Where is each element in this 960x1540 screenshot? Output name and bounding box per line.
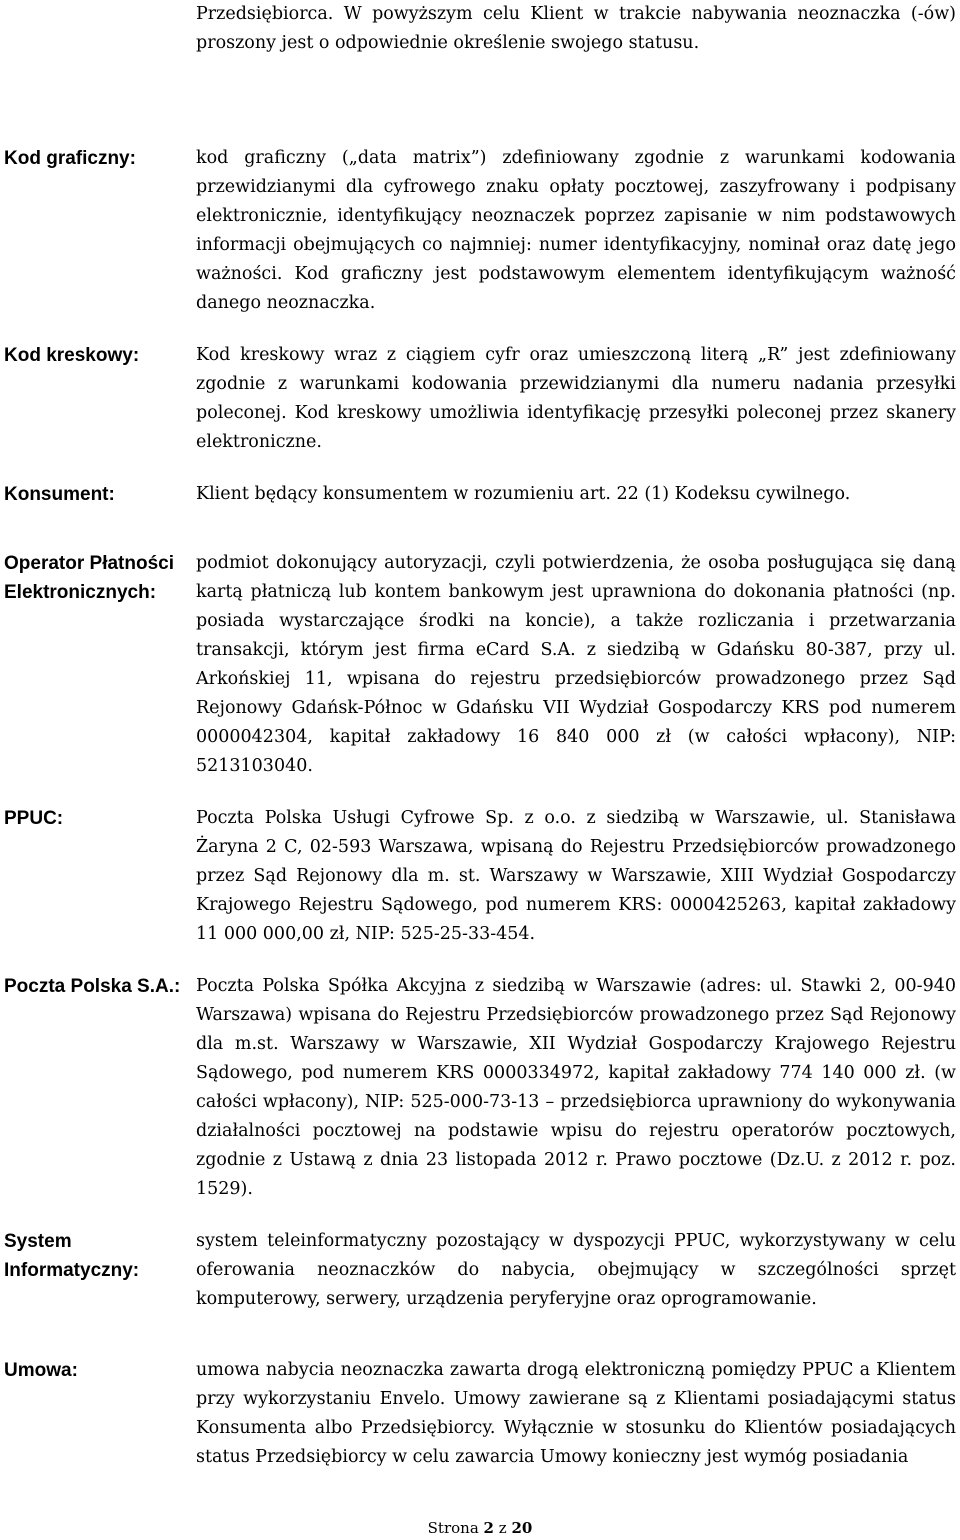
definition-system-informatyczny: system teleinformatyczny pozostający w dyspozycji PPUC, wykorzystywany w celu oferowania neoznaczków do nabycia, obejmujący w szczególności sprzęt komputerowy, serwery, urządzenia peryferyjne oraz oprogramowanie.: [196, 1231, 956, 1309]
term-kod-kreskowy: Kod kreskowy:: [4, 345, 140, 366]
page-footer: [0, 1518, 960, 1538]
page-total-number: 20: [511, 1519, 533, 1537]
term-kod-graficzny: Kod graficzny:: [4, 148, 136, 169]
definition-poczta-polska: Poczta Polska Spółka Akcyjna z siedzibą w Warszawie (adres: ul. Stawki 2, 00-940 Warszawa) wpisana do Rejestru Przedsiębiorców prowadzonego przez Sąd Rejonowy dla m.st. Warszawy w Warszawie, XII Wydział Gospodarczy Krajowego Rejestru Sądowego, pod numerem KRS 0000334972, kapitał zakładowy 774 140 000 zł. (w całości wpłacony), NIP: 525-000-73-13 – przedsiębiorca uprawniony do wykonywania działalności pocztowej na podstawie wpisu do rejestru operatorów pocztowych, zgodnie z Ustawą z dnia 23 listopada 2012 r. Prawo pocztowe (Dz.U. z 2012 r. poz. 1529).: [196, 976, 956, 1199]
term-umowa: Umowa:: [4, 1360, 78, 1381]
term-konsument: Konsument:: [4, 484, 115, 505]
definition-kod-kreskowy: Kod kreskowy wraz z ciągiem cyfr oraz umieszczoną literą „R” jest zdefiniowany zgodnie z warunkami kodowania przewidzianymi dla numeru nadania przesyłki poleconej. Kod kreskowy umożliwia identyfikację przesyłki poleconej przez skanery elektroniczne.: [196, 345, 956, 452]
definition-operator-platnosci: podmiot dokonujący autoryzacji, czyli potwierdzenia, że osoba posługująca się daną kartą płatniczą lub kontem bankowym jest uprawniona do dokonania płatności (np. posiada wystarczające środki na koncie), a także rozliczania i przetwarzania transakcji, którym jest firma eCard S.A. z siedzibą w Gdańsku 80-387, przy ul. Arkońskiej 11, wpisana do rejestru przedsiębiorców prowadzonego przez Sąd Rejonowy Gdańsk-Północ w Gdańsku VII Wydział Gospodarczy KRS pod numerem 0000042304, kapitał zakładowy 16 840 000 zł (w całości wpłacony), NIP: 5213103040.: [196, 553, 956, 776]
page-current-number: 2: [483, 1519, 494, 1537]
intro-paragraph: Przedsiębiorca. W powyższym celu Klient w trakcie nabywania neoznaczka (-ów) proszony jest o odpowiednie określenie swojego statusu.: [196, 4, 956, 53]
term-operator-platnosci: Operator Płatności Elektronicznych:: [4, 553, 174, 603]
term-poczta-polska: Poczta Polska S.A.:: [4, 976, 181, 997]
definition-ppuc: Poczta Polska Usługi Cyfrowe Sp. z o.o. z siedzibą w Warszawie, ul. Stanisława Żaryna 2 C, 02-593 Warszawa, wpisaną do Rejestru Przedsiębiorców prowadzonego przez Sąd Rejonowy dla m. st. Warszawy w Warszawie, XIII Wydział Gospodarczy Krajowego Rejestru Sądowego, pod numerem KRS: 0000425263, kapitał zakładowy 11 000 000,00 zł, NIP: 525-25-33-454.: [196, 808, 956, 944]
definition-kod-graficzny: kod graficzny („data matrix”) zdefiniowany zgodnie z warunkami kodowania przewidzianymi dla cyfrowego znaku opłaty pocztowej, zaszyfrowany i podpisany elektronicznie, identyfikujący neoznaczek poprzez zapisanie w nim podstawowych informacji obejmujących co najmniej: numer identyfikacyjny, nominał oraz datę jego ważności. Kod graficzny jest podstawowym elementem identyfikującym ważność danego neoznaczka.: [196, 148, 956, 313]
page-label: Strona: [427, 1519, 479, 1537]
page-separator: z: [498, 1519, 507, 1537]
term-system-informatyczny: System Informatyczny:: [4, 1231, 140, 1281]
term-ppuc: PPUC:: [4, 808, 64, 829]
definition-umowa: umowa nabycia neoznaczka zawarta drogą elektroniczną pomiędzy PPUC a Klientem przy wykorzystaniu Envelo. Umowy zawierane są z Klientami posiadającymi status Konsumenta albo Przedsiębiorcy. Wyłącznie w stosunku do Klientów posiadających status Przedsiębiorcy w celu zawarcia Umowy konieczny jest wymóg posiadania: [196, 1360, 956, 1467]
definition-konsument: Klient będący konsumentem w rozumieniu art. 22 (1) Kodeksu cywilnego.: [196, 484, 851, 504]
